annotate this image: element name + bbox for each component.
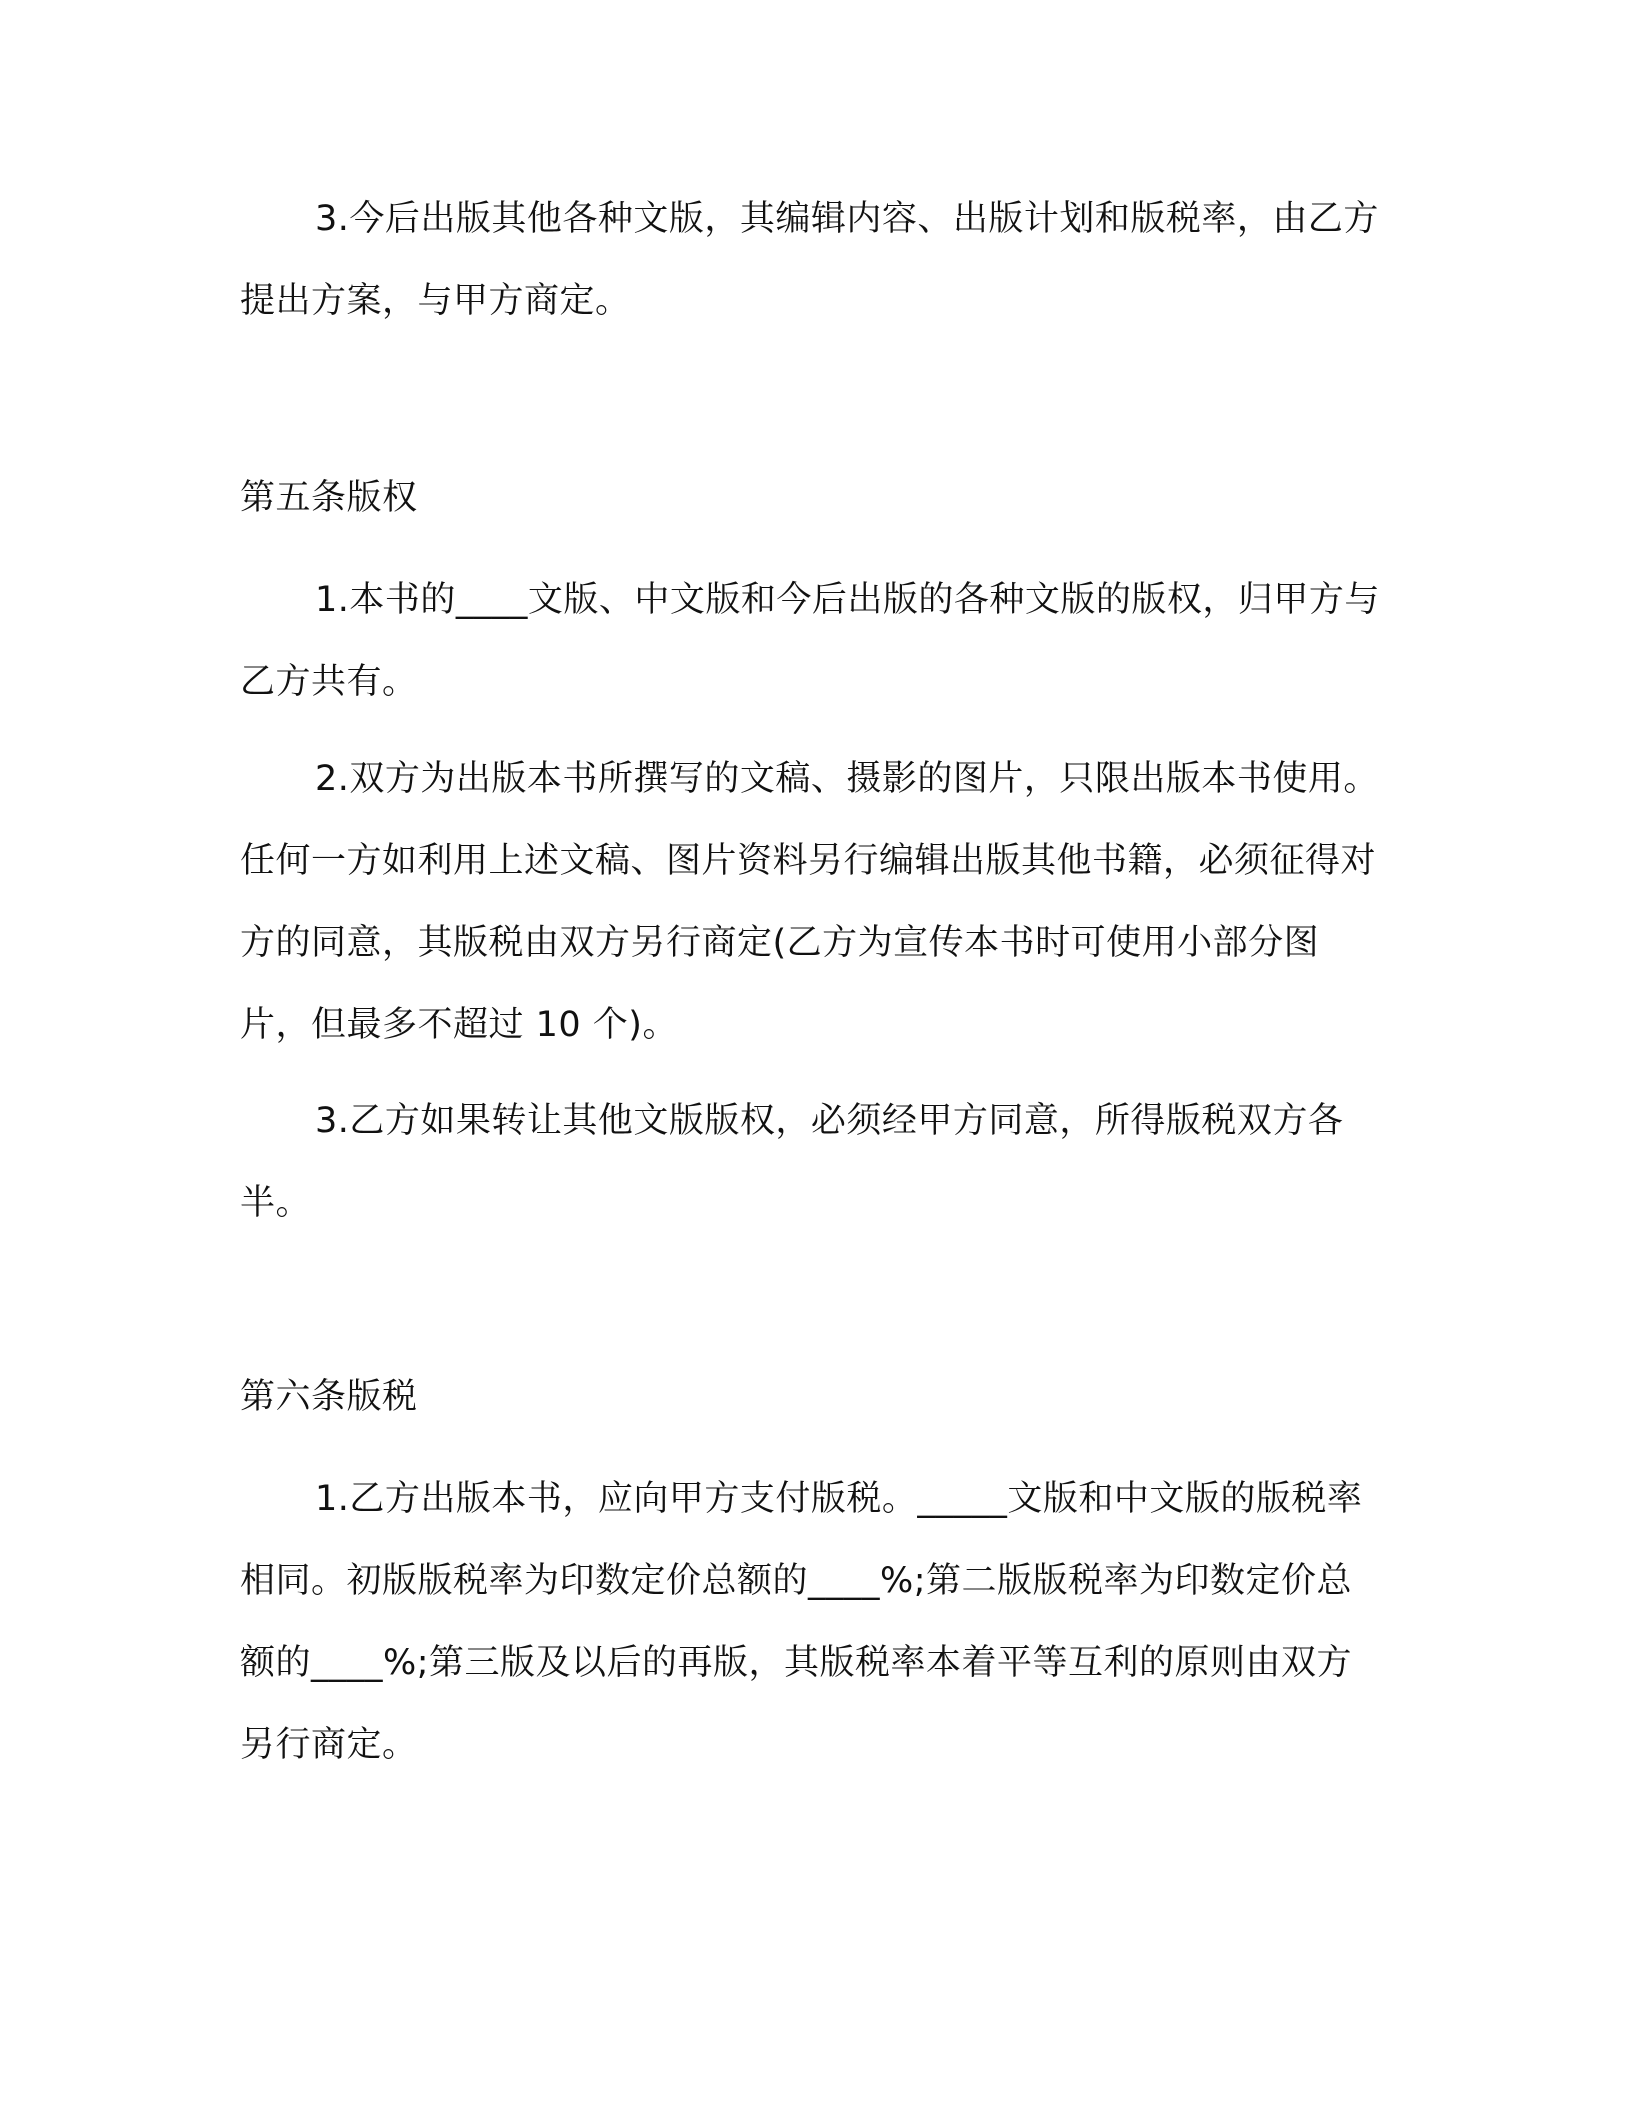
clause-5-item-1: 1.本书的____文版、中文版和今后出版的各种文版的版权，归甲方与乙方共有。 [240, 580, 1380, 702]
clause-5-item-3: 3.乙方如果转让其他文版版权，必须经甲方同意，所得版税双方各半。 [240, 1101, 1344, 1223]
clause-4-item-3: 3.今后出版其他各种文版，其编辑内容、出版计划和版税率，由乙方提出方案，与甲方商定。 [240, 199, 1379, 321]
clause-5-item-2: 2.双方为出版本书所撰写的文稿、摄影的图片，只限出版本书使用。任何一方如利用上述文稿、图片资料另行编辑出版其他书籍，必须征得对方的同意，其版税由双方另行商定(乙方为宣传本书时可使用小部分图片，但最多不超过 10 个)。 [240, 759, 1379, 1045]
clause-6-item-1: 1.乙方出版本书，应向甲方支付版税。_____文版和中文版的版税率相同。初版版税率为印数定价总额的____%;第二版版税率为印数定价总额的____%;第三版及以后的再版，其版税率本着平等互利的原则由双方另行商定。 [240, 1479, 1363, 1765]
clause-6-title: 第六条版税 [240, 1377, 418, 1417]
clause-5-title: 第五条版权 [240, 478, 418, 518]
